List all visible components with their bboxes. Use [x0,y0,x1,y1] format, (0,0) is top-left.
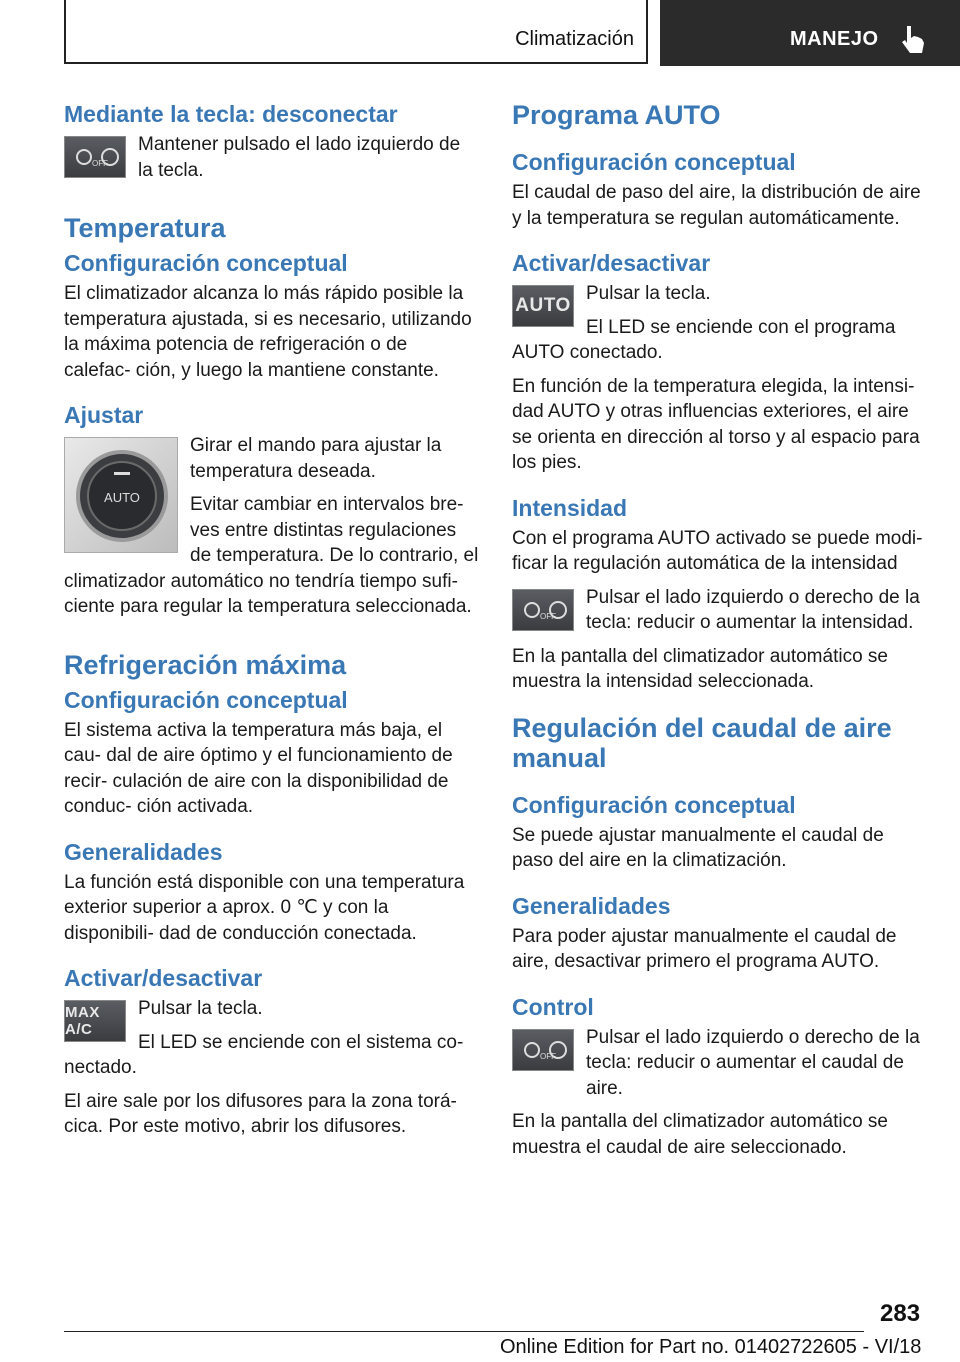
paragraph: Mantener pulsado el lado izquierdo de la tecla. [138,134,461,181]
paragraph: Evitar cambiar en intervalos bre- ves entre distintas regulaciones de temperatura. De lo contrario, el climatizador automático no tendría tiempo sufi- ciente para regular la temperatura seleccionada. [64,494,479,617]
paragraph: Pulsar la tecla. [586,283,711,304]
max-ac-key-image [64,1000,126,1042]
fan-off-key-image [64,136,126,178]
paragraph: Pulsar el lado izquierdo o derecho de la tecla: reducir o aumentar el caudal de aire. [586,1026,920,1099]
footer-divider [64,1331,864,1332]
subsection-heading: Generalidades [512,892,671,919]
subsection-heading: Ajustar [64,402,144,428]
paragraph: Girar el mando para ajustar la temperatura deseada. [190,435,442,482]
fan-icon [518,596,568,624]
paragraph: El climatizador alcanza lo más rápido posible la temperatura ajustada, si es necesario, utilizando la máxima potencia de refrigeración o de calefac- ción, y luego la mantiene constante. [64,283,472,381]
section-heading: Refrigeración máxima [64,649,347,680]
paragraph: El LED se enciende con el sistema co- nectado. [64,1031,464,1078]
subsection-heading: Generalidades [64,838,223,865]
footer-edition: Online Edition for Part no. 01402722605 - VI/18 [500,1336,922,1358]
subsection-heading: Activar/desactivar [64,965,263,991]
subsection-heading: Configuración conceptual [512,149,796,175]
paragraph: Para poder ajustar manualmente el caudal de aire, desactivar primero el programa AUTO. [512,925,897,972]
temperature-knob-figure [64,437,178,553]
right-column [512,100,927,1168]
paragraph: En la pantalla del climatizador automático se muestra el caudal de aire seleccionado. [512,1111,888,1158]
auto-button-figure [512,285,574,327]
auto-key-image [512,285,574,327]
header-chapter-tab[interactable] [660,0,960,66]
paragraph: El caudal de paso del aire, la distribución de aire y la temperatura se regulan automáticamente. [512,182,921,229]
section-heading: Temperatura [64,213,226,243]
svg-text:OFF: OFF [540,1051,556,1061]
section-heading: Mediante la tecla: desconectar [64,101,398,127]
section-heading: Programa AUTO [512,100,721,130]
paragraph: Con el programa AUTO activado se puede modi- ficar la regulación automática de la intensidad [512,527,923,574]
paragraph: El sistema activa la temperatura más baja, el cau- dal de aire óptimo y el funcionamiento de recir- culación de aire con la disponibilidad de conduc- ción activada. [64,719,453,817]
paragraph: El aire sale por los difusores para la zona torá- cica. Por este motivo, abrir los difusores. [64,1090,457,1137]
paragraph: En la pantalla del climatizador automático se muestra la intensidad seleccionada. [512,645,888,692]
fan-icon [518,1036,568,1064]
left-column [64,100,479,1148]
paragraph: Se puede ajustar manualmente el caudal de paso del aire en la climatización. [512,824,884,871]
paragraph: El LED se enciende con el programa AUTO conectado. [512,316,896,363]
max-ac-button-figure [64,1000,126,1042]
temperature-knob-image [64,437,178,553]
subsection-heading: Activar/desactivar [512,250,711,276]
fan-off-button-figure [64,136,126,178]
paragraph: Pulsar el lado izquierdo o derecho de la tecla: reducir o aumentar la intensidad. [586,586,920,633]
intensity-button-figure [512,589,574,631]
paragraph: En función de la temperatura elegida, la intensi- dad AUTO y otras influencias exteriores, el aire se orienta en dirección al torso y al espacio para los pies. [512,375,920,473]
knob-icon [65,438,178,553]
intensity-key-image [512,589,574,631]
subsection-heading: Configuración conceptual [64,250,348,276]
subsection-heading: Control [512,993,594,1020]
airflow-button-figure [512,1029,574,1071]
header-chapter-label: MANEJO [790,28,879,50]
auto-key-label: AUTO [515,295,571,316]
subsection-heading: Configuración conceptual [64,686,348,713]
hand-pointer-icon [898,22,928,56]
subsection-heading: Intensidad [512,494,628,521]
knob-label: AUTO [104,490,140,505]
header-section-title: Climatización [515,28,634,50]
fan-icon [70,143,120,171]
paragraph: Pulsar la tecla. [138,998,263,1019]
max-ac-label: MAX A/C [65,1004,100,1038]
subsection-heading: Configuración conceptual [512,791,796,818]
svg-text:OFF: OFF [540,611,556,621]
svg-text:OFF: OFF [92,159,108,168]
section-heading: Regulación del caudal de aire manual [512,712,892,773]
airflow-key-image [512,1029,574,1071]
page-number: 283 [880,1300,921,1327]
paragraph: La función está disponible con una temperatura exterior superior a aprox. 0 ℃ y con la disponibili- dad de conducción conectada. [64,871,465,944]
